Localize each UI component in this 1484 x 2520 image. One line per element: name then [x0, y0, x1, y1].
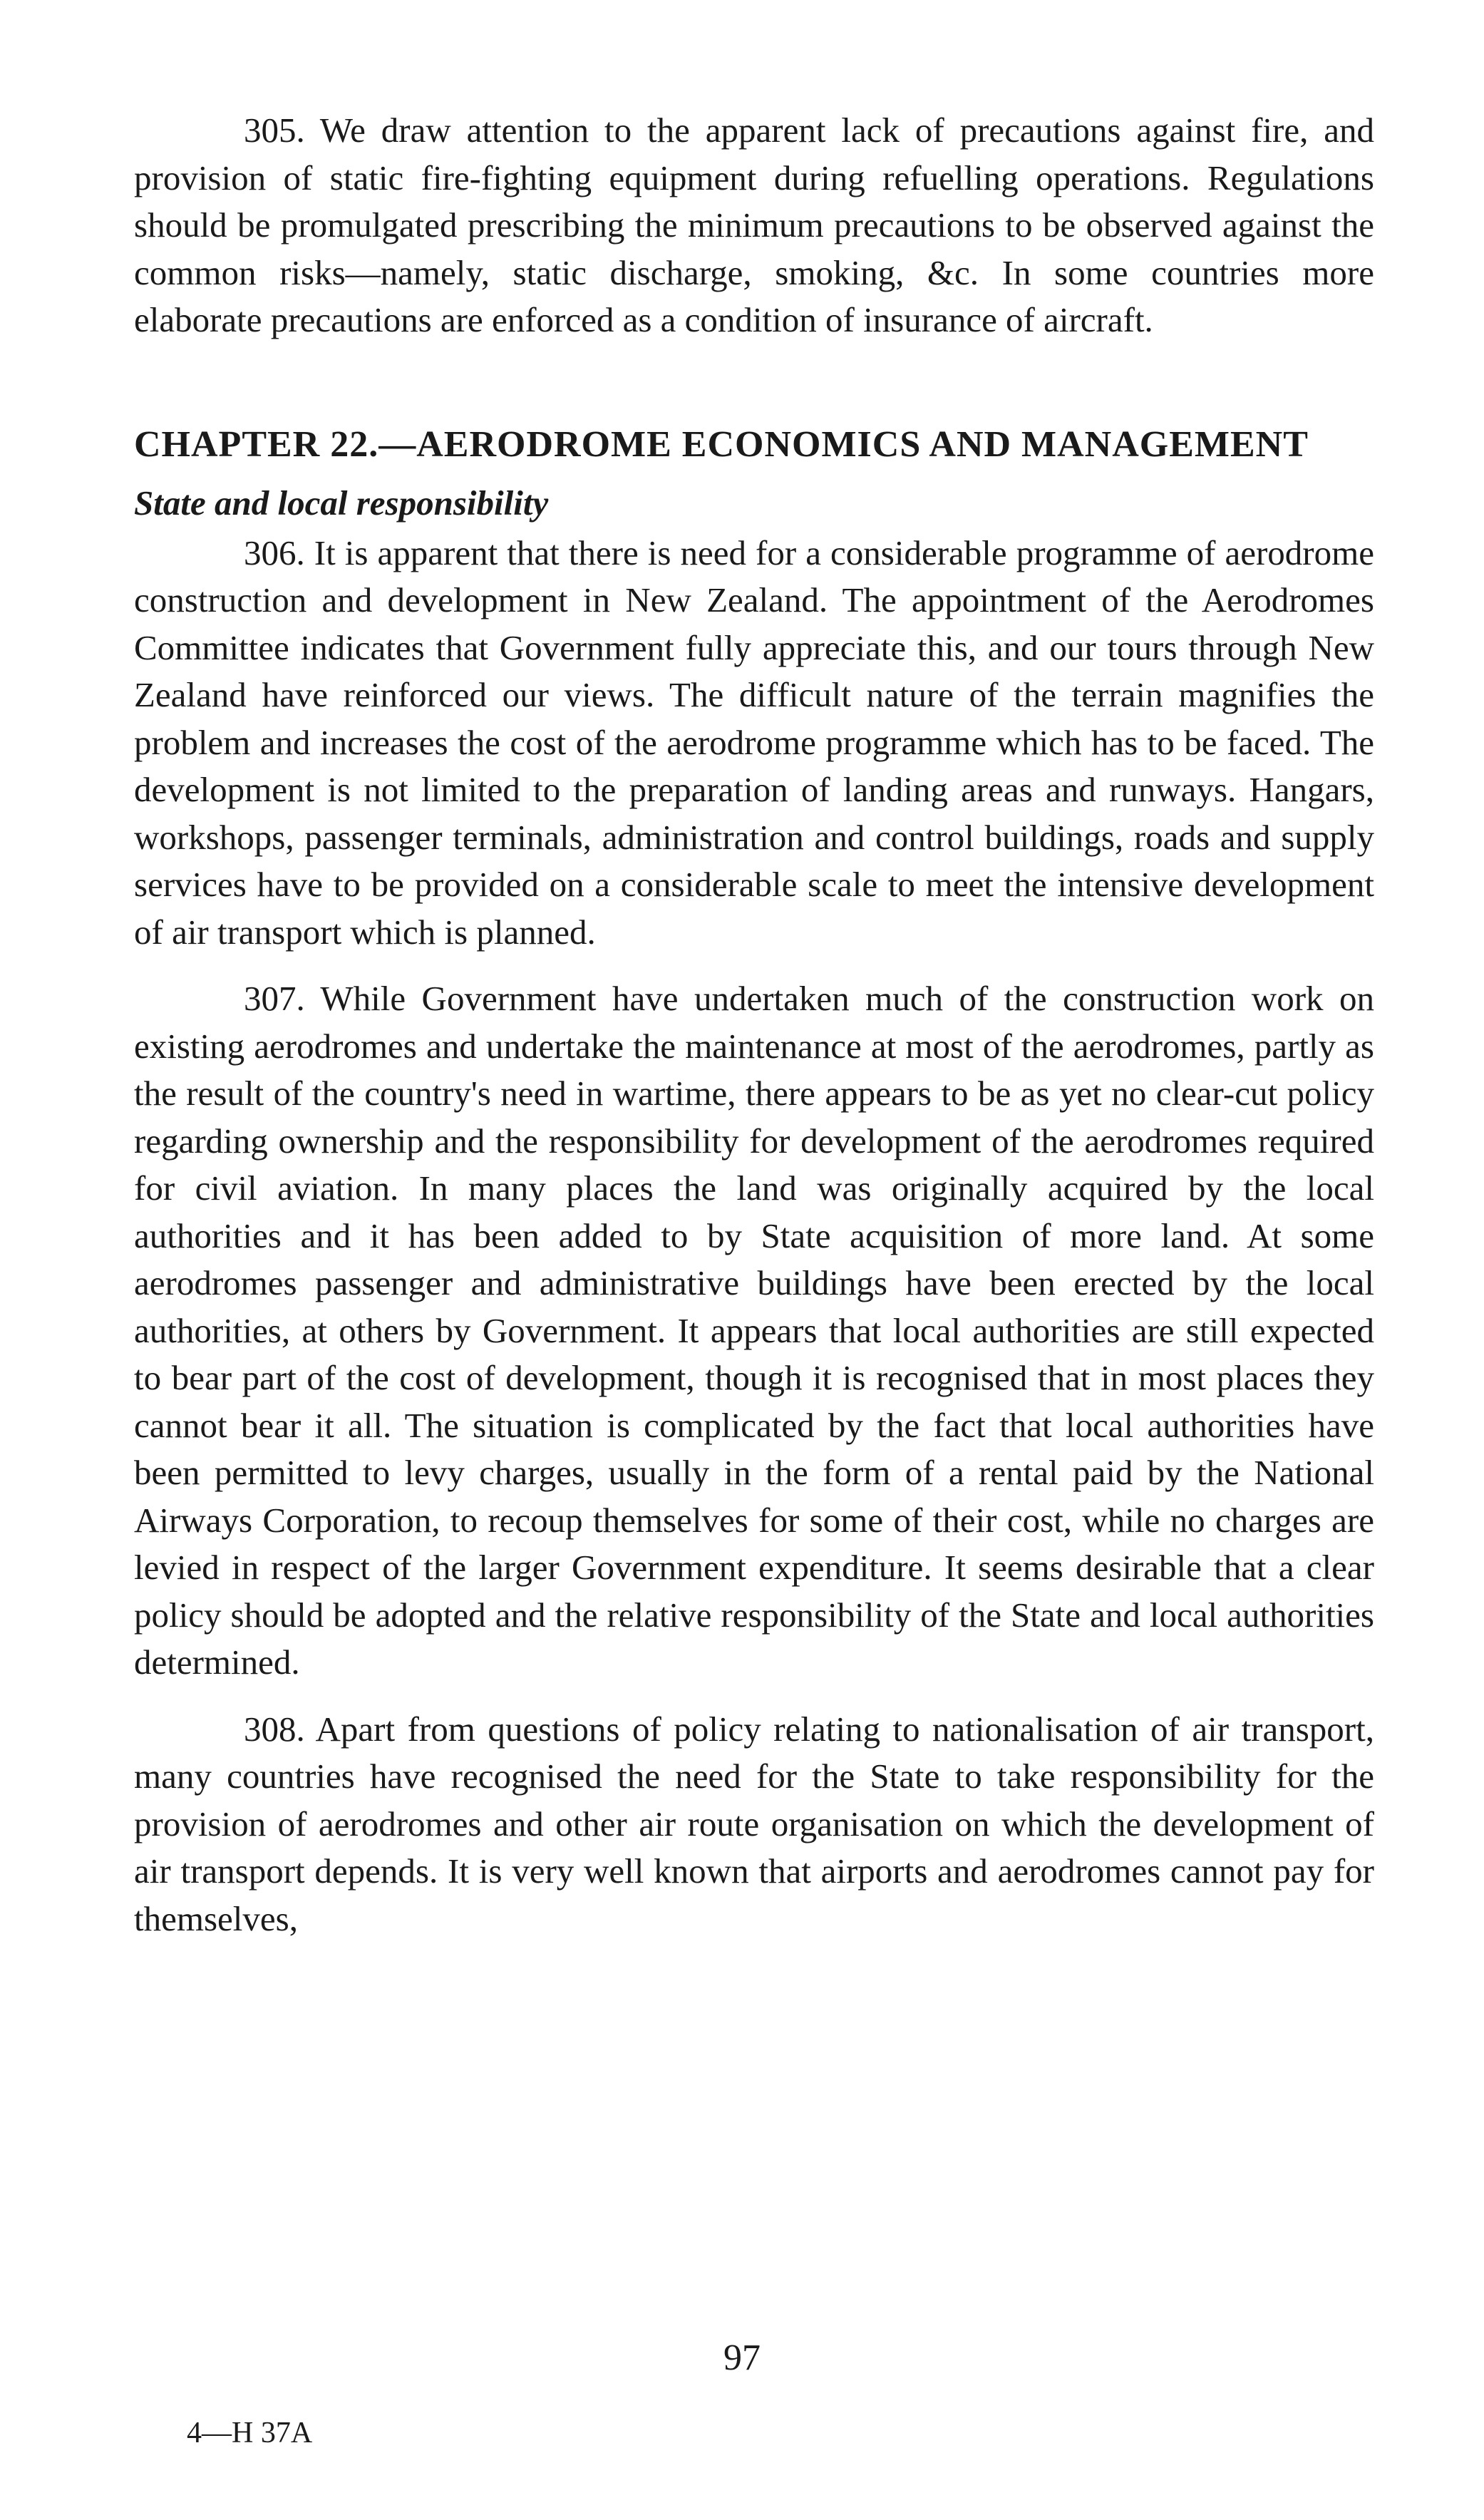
paragraph-307: 307. While Government have undertaken much of the construction work on existing aerodromes and undertake the maintenance at most of the aerodromes, partly as the result of the country's need in wartime, there appears to be as yet no clear-cut policy regarding ownership and the responsibility for development of the aerodromes required for civil aviation. In many places the land was originally acquired by the local authorities and it has been added to by State acquisition of more land. At some aerodromes passenger and administrative buildings have been erected by the local authorities, at others by Government. It appears that local authorities are still expected to bear part of the cost of development, though it is recognised that in most places they cannot bear it all. The situation is complicated by the fact that local authorities have been permitted to levy charges, usually in the form of a rental paid by the National Airways Corporation, to recoup themselves for some of their cost, while no charges are levied in respect of the larger Government expenditure. It seems desirable that a clear policy should be adopted and the relative responsibility of the State and local authorities determined.: [134, 979, 1374, 1682]
section-heading: State and local responsibility: [134, 483, 549, 523]
paragraph-305: 305. We draw attention to the apparent lack of precautions against fire, and provision of static fire-fighting equipment during refuelling operations. Regulations should be promulgated prescribing the minimum precautions to be observed against the common risks—namely, static discharge, smoking, &c. In some countries more elaborate precautions are enforced as a condition of insurance of aircraft.: [134, 110, 1374, 339]
signature-mark: 4—H 37A: [187, 2417, 313, 2449]
page-body: [134, 107, 1374, 1943]
chapter-heading: CHAPTER 22.—AERODROME ECONOMICS AND MANAGEMENT: [134, 423, 1309, 465]
paragraph-306: 306. It is apparent that there is need for a considerable programme of aerodrome construction and development in New Zealand. The appointment of the Aerodromes Committee indicates that Government fully appreciate this, and our tours through New Zealand have reinforced our views. The difficult nature of the terrain magnifies the problem and increases the cost of the aerodrome programme which has to be faced. The development is not limited to the preparation of landing areas and runways. Hangars, workshops, passenger terminals, administration and control buildings, roads and supply services have to be provided on a considerable scale to meet the intensive development of air transport which is planned.: [134, 533, 1374, 952]
page-number: 97: [723, 2338, 761, 2378]
paragraph-308: 308. Apart from questions of policy relating to nationalisation of air transport, many countries have recognised the need for the State to take responsibility for the provision of aerodromes and other air route organisation on which the development of air transport depends. It is very well known that airports and aerodromes cannot pay for themselves,: [134, 1709, 1374, 1938]
